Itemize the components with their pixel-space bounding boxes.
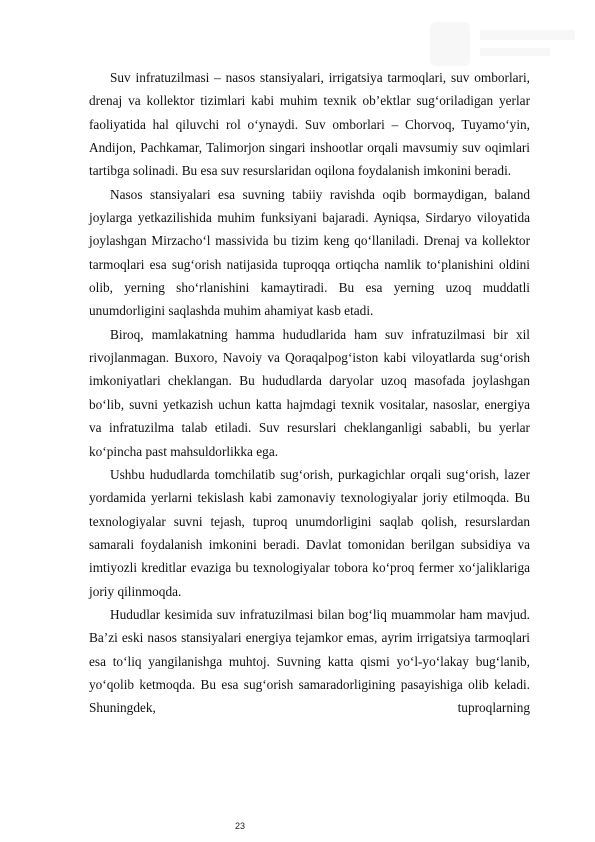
paragraph-water-infrastructure: Suv infratuzilmasi – nasos stansiyalari, irrigatsiya tarmoqlari, suv omborlari, drenaj va kollektor tizimlari kabi muhim texnik ob’ektlar sug‘oriladigan yerlar faoliyatida hal qiluvchi rol o‘ynaydi. Suv omborlari – Chorvoq, Tuyamo‘yin, Andijon, Pachkamar, Talimorjon singari inshootlar orqali mavsumiy suv oqimlari tartibga solinadi. Bu esa suv resurslaridan oqilona foydalanish imkonini beradi.	[89, 70, 530, 179]
watermark-logo	[425, 14, 585, 74]
paragraph-regional-problems: Hududlar kesimida suv infratuzilmasi bilan bog‘liq muammolar ham mavjud. Ba’zi eski nasos stansiyalari energiya tejamkor emas, ayrim irrigatsiya tarmoqlari esa to‘liq yangilanishga muhtoj. Suvning katta qismi yo‘l-yo‘lakay bug‘lanib, yo‘qolib ketmoqda. Bu esa sug‘orish samaradorligining pasayishiga olib keladi. Shuningdek, tuproqlarning	[89, 606, 530, 716]
paragraph-pump-stations: Nasos stansiyalari esa suvning tabiiy ravishda oqib bormaydigan, baland joylarga yetkazilishida muhim funksiyani bajaradi. Ayniqsa, Sirdaryo viloyatida joylashgan Mirzacho‘l massivida bu tizim keng qo‘llaniladi. Drenaj va kollektor tarmoqlari esa sug‘orish natijasida tuproqqa ortiqcha namlik to‘planishini oldini olib, yerning sho‘rlanishini kamaytiradi. Bu esa yerning uzoq muddatli unumdorligini saqlashda muhim ahamiyat kasb etadi.	[89, 186, 530, 319]
page-number: 23	[234, 821, 245, 831]
paragraph-modern-technologies: Ushbu hududlarda tomchilatib sug‘orish, purkagichlar orqali sug‘orish, lazer yordamida yerlarni tekislash kabi zamonaviy texnologiyalar joriy etilmoqda. Bu texnologiyalar suvni tejash, tuproq unumdorligini saqlab qolish, resurslardan samarali foydalanish imkonini beradi. Davlat tomonidan berilgan subsidiya va imtiyozli kreditlar evaziga bu texnologiyalar tobora ko‘proq fermer xo‘jaliklariga joriy qilinmoqda.	[89, 466, 530, 599]
paragraph-regional-differences: Biroq, mamlakatning hamma hududlarida ham suv infratuzilmasi bir xil rivojlanmagan. Buxoro, Navoiy va Qoraqalpog‘iston kabi viloyatlarda sug‘orish imkoniyatlari cheklangan. Bu hududlarda daryolar uzoq masofada joylashgan bo‘lib, suvni yetkazish uchun katta hajmdagi texnik vositalar, nasoslar, energiya va infratuzilma talab etiladi. Suv resurslari cheklanganligi sababli, bu yerlar ko‘pincha past mahsuldorlikka ega.	[89, 326, 530, 459]
body-text	[89, 66, 530, 720]
